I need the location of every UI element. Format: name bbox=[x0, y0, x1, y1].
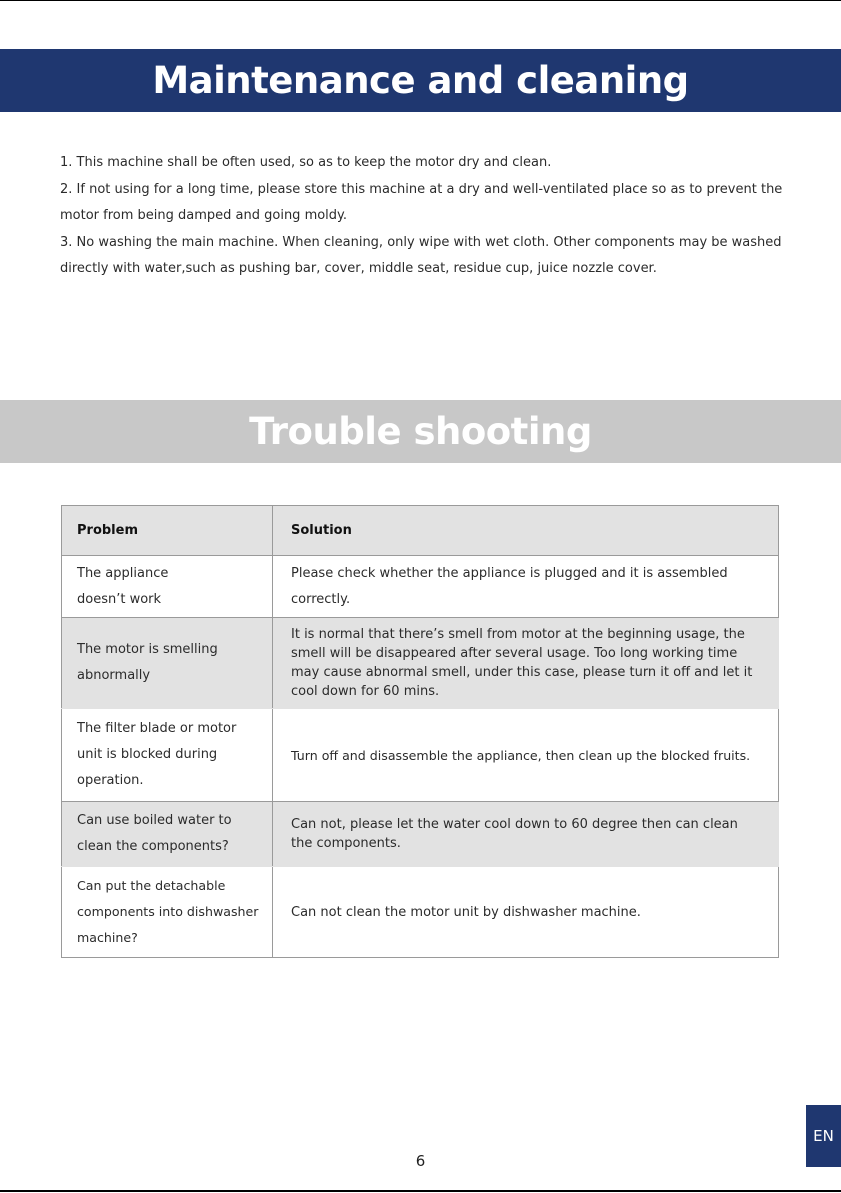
maintenance-item: 2. If not using for a long time, please store this machine at a dry and well-ventilated place so as to prevent the motor from being damped and going moldy. bbox=[60, 181, 783, 223]
top-rule bbox=[0, 0, 841, 1]
solution-header: Solution bbox=[273, 506, 779, 556]
troubleshooting-banner bbox=[0, 400, 841, 463]
problem-cell: The motor is smelling abnormally bbox=[62, 618, 273, 709]
problem-header: Problem bbox=[62, 506, 273, 556]
solution-cell: Turn off and disassemble the appliance, then clean up the blocked fruits. bbox=[273, 709, 779, 802]
table-row bbox=[62, 618, 779, 709]
table-row bbox=[62, 709, 779, 802]
maintenance-item: 3. No washing the main machine. When cleaning, only wipe with wet cloth. Other components may be washed directly with water,such as pushing bar, cover, middle seat, residue cup, juice nozzle cover. bbox=[60, 234, 782, 276]
language-label: EN bbox=[813, 1127, 834, 1145]
solution-cell: It is normal that there’s smell from motor at the beginning usage, the smell will be disappeared after several usage. Too long working time may cause abnormal smell, under this case, please turn it off and let it cool down for 60 mins. bbox=[273, 618, 779, 709]
bottom-rule bbox=[0, 1190, 841, 1192]
maintenance-instructions bbox=[60, 150, 790, 283]
maintenance-banner bbox=[0, 49, 841, 112]
table-row bbox=[62, 802, 779, 867]
table-row bbox=[62, 556, 779, 618]
table-row bbox=[62, 867, 779, 958]
problem-cell: Can use boiled water to clean the components? bbox=[62, 802, 273, 867]
solution-cell: Can not clean the motor unit by dishwasher machine. bbox=[273, 867, 779, 958]
page-number: 6 bbox=[415, 1152, 426, 1170]
problem-cell: The filter blade or motor unit is blocked during operation. bbox=[62, 709, 273, 802]
troubleshooting-title: Trouble shooting bbox=[249, 410, 592, 453]
troubleshooting-table bbox=[61, 505, 779, 958]
maintenance-item: 1. This machine shall be often used, so as to keep the motor dry and clean. bbox=[60, 155, 552, 170]
solution-cell: Please check whether the appliance is plugged and it is assembled correctly. bbox=[273, 556, 779, 618]
solution-cell: Can not, please let the water cool down to 60 degree then can clean the components. bbox=[273, 802, 779, 867]
maintenance-title: Maintenance and cleaning bbox=[152, 59, 689, 102]
problem-cell: The appliance doesn’t work bbox=[62, 556, 273, 618]
problem-cell: Can put the detachable components into dishwasher machine? bbox=[62, 867, 273, 958]
table-header-row bbox=[62, 506, 779, 556]
